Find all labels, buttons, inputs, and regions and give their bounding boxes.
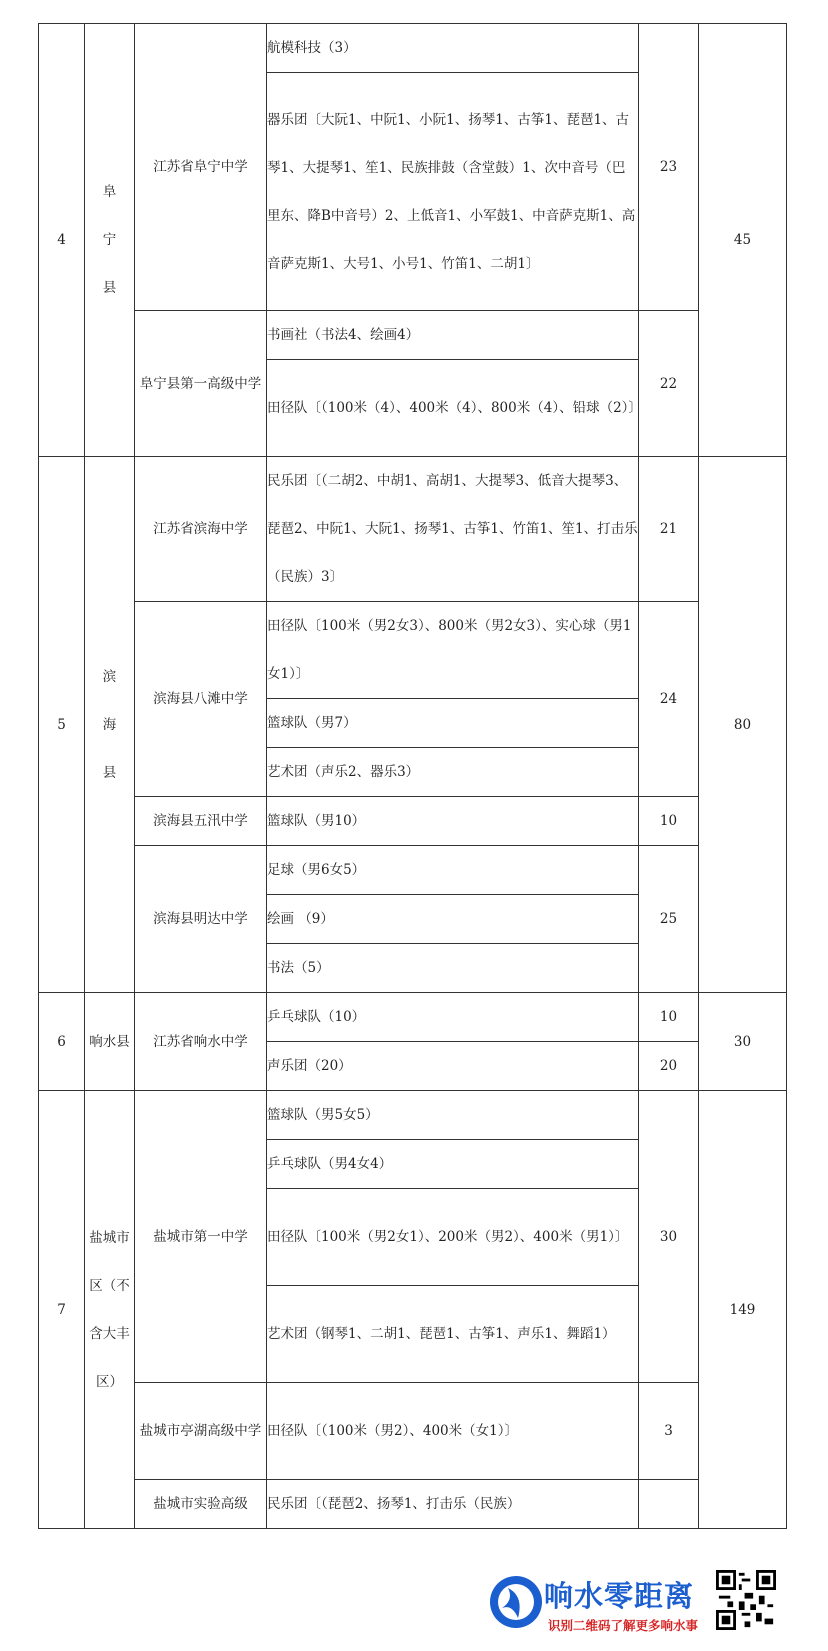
program-item: 民乐团〔（琵琶2、扬琴1、打击乐（民族）	[267, 1480, 639, 1529]
county-cell: 盐城市 区（不 含大丰 区）	[85, 1091, 135, 1529]
school-count: 10	[639, 993, 699, 1042]
school-name: 盐城市第一中学	[135, 1091, 267, 1383]
school-count: 21	[639, 457, 699, 602]
school-count: 30	[639, 1091, 699, 1383]
school-name: 江苏省响水中学	[135, 993, 267, 1091]
program-item: 乒乓球队（10）	[267, 993, 639, 1042]
school-name: 滨海县明达中学	[135, 846, 267, 993]
program-item: 书画社（书法4、绘画4）	[267, 311, 639, 360]
program-item: 田径队〔100米（男2女3）、800米（男2女3）、实心球（男1女1）〕	[267, 602, 639, 699]
brand-logo-icon	[488, 1574, 544, 1630]
program-item: 田径队〔（100米（4）、400米（4）、800米（4）、铅球（2）〕	[267, 360, 639, 457]
school-count: 25	[639, 846, 699, 993]
program-item: 田径队〔100米（男2女1）、200米（男2）、400米（男1）〕	[267, 1189, 639, 1286]
county-total: 80	[699, 457, 787, 993]
county-cell: 响水县	[85, 993, 135, 1091]
school-name: 滨海县五汛中学	[135, 797, 267, 846]
school-name: 阜宁县第一高级中学	[135, 311, 267, 457]
enrollment-table	[38, 23, 787, 1529]
school-count: 20	[639, 1042, 699, 1091]
county-cell: 阜 宁 县	[85, 24, 135, 457]
county-total: 30	[699, 993, 787, 1091]
program-item: 田径队〔（100米（男2）、400米（女1）〕	[267, 1383, 639, 1480]
school-name: 江苏省滨海中学	[135, 457, 267, 602]
program-item: 航模科技（3）	[267, 24, 639, 73]
program-item: 绘画 （9）	[267, 895, 639, 944]
school-name: 江苏省阜宁中学	[135, 24, 267, 311]
program-item: 篮球队（男7）	[267, 699, 639, 748]
watermark-slogan: 识别二维码了解更多响水事	[548, 1618, 699, 1633]
row-number: 6	[39, 993, 85, 1091]
school-count: 3	[639, 1383, 699, 1480]
program-item: 书法（5）	[267, 944, 639, 993]
program-item: 篮球队（男5女5）	[267, 1091, 639, 1140]
watermark	[488, 1568, 788, 1651]
program-item: 器乐团〔大阮1、中阮1、小阮1、扬琴1、古筝1、琵琶1、古琴1、大提琴1、笙1、民族排鼓（含堂鼓）1、次中音号（巴里东、降B中音号）2、上低音1、小军鼓1、中音萨克斯1、高音萨克斯1、大号1、小号1、竹笛1、二胡1〕	[267, 73, 639, 311]
school-name: 滨海县八滩中学	[135, 602, 267, 797]
program-item: 艺术团（声乐2、器乐3）	[267, 748, 639, 797]
program-item: 乒乓球队（男4女4）	[267, 1140, 639, 1189]
watermark-brand: 响水零距离	[544, 1579, 695, 1613]
school-count: 24	[639, 602, 699, 797]
county-cell: 滨 海 县	[85, 457, 135, 993]
program-item: 声乐团（20）	[267, 1042, 639, 1091]
school-count	[639, 1480, 699, 1529]
school-name: 盐城市亭湖高级中学	[135, 1383, 267, 1480]
school-count: 22	[639, 311, 699, 457]
program-item: 民乐团〔（二胡2、中胡1、高胡1、大提琴3、低音大提琴3、琵琶2、中阮1、大阮1、扬琴1、古筝1、竹笛1、笙1、打击乐（民族）3〕	[267, 457, 639, 602]
qr-code-icon[interactable]	[716, 1570, 776, 1630]
program-item: 足球（男6女5）	[267, 846, 639, 895]
school-name: 盐城市实验高级	[135, 1480, 267, 1529]
row-number: 7	[39, 1091, 85, 1529]
row-number: 4	[39, 24, 85, 457]
county-total: 45	[699, 24, 787, 457]
program-item: 艺术团（钢琴1、二胡1、琵琶1、古筝1、声乐1、舞蹈1）	[267, 1286, 639, 1383]
school-count: 10	[639, 797, 699, 846]
row-number: 5	[39, 457, 85, 993]
school-count: 23	[639, 24, 699, 311]
program-item: 篮球队（男10）	[267, 797, 639, 846]
county-total: 149	[699, 1091, 787, 1529]
